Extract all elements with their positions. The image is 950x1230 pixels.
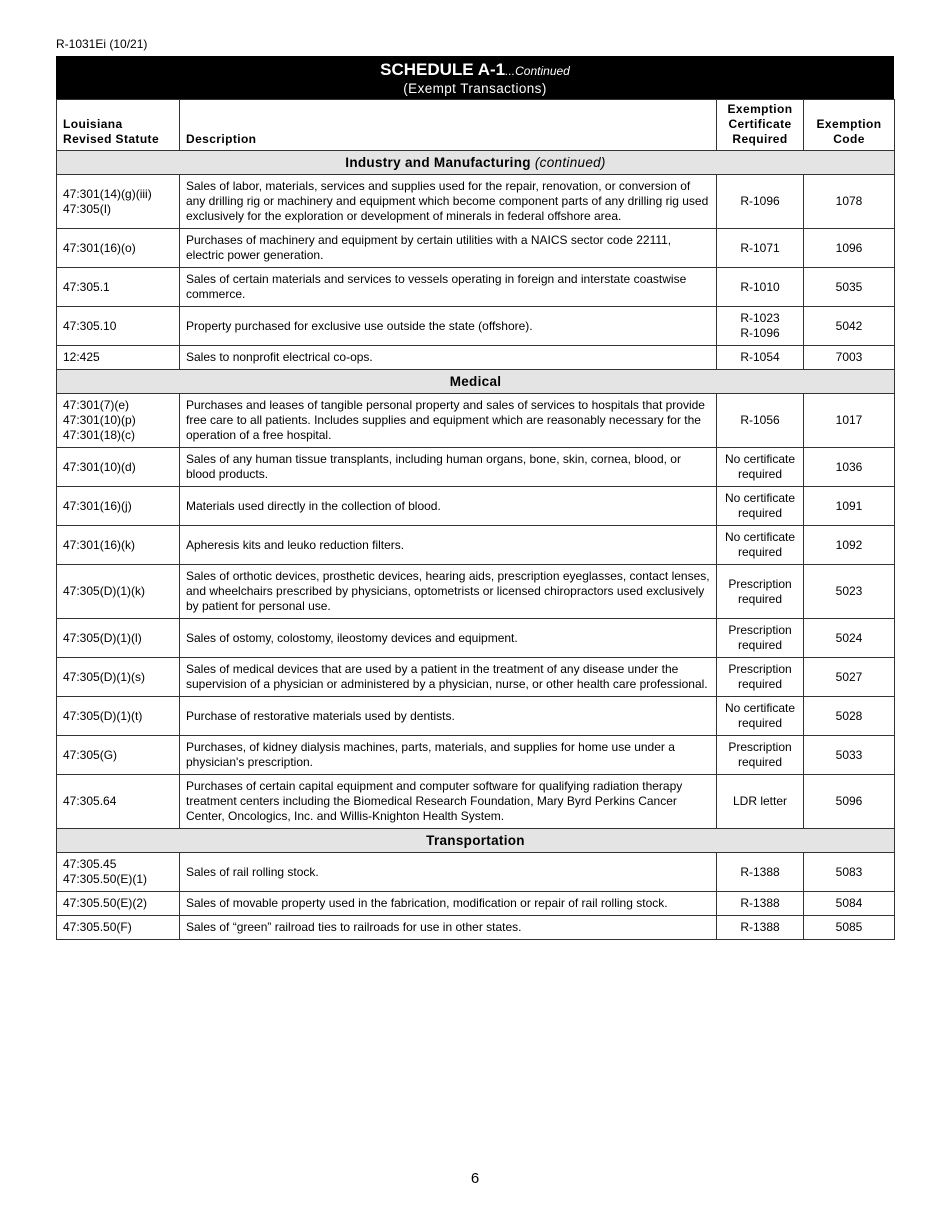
certificate-line: required [737,638,783,652]
section-title-cell [57,370,895,394]
certificate-line: No certificate [724,491,796,505]
statute-line: 47:301(16)(k) [63,537,136,552]
table-body [57,151,895,940]
certificate-line: required [737,755,783,769]
certificate-cell [717,619,804,658]
statute-cell [57,697,180,736]
certificate-line: required [737,677,783,691]
certificate-line: required [737,591,783,606]
certificate-cell [717,658,804,697]
table-row [57,775,895,829]
schedule-continued: ...Continued [505,64,570,78]
description-cell: Property purchased for exclusive use outside the state (offshore). [180,307,717,346]
description-cell: Sales of movable property used in the fabrication, modification or repair of rail rolling stock. [180,892,717,916]
certificate-line: R-1023 [740,311,780,325]
code-cell: 5035 [804,268,895,307]
statute-cell [57,565,180,619]
code-cell: 1078 [804,175,895,229]
table-row [57,268,895,307]
certificate-line: required [737,716,783,730]
section-title-cell [57,151,895,175]
table-row [57,346,895,370]
statute-line: 47:305.1 [63,279,110,294]
certificate-line: R-1388 [740,920,780,934]
table-row [57,916,895,940]
table-row [57,487,895,526]
statute-line: 47:305.50(E)(2) [63,896,148,910]
description-cell: Apheresis kits and leuko reduction filters. [180,526,717,565]
code-cell: 5027 [804,658,895,697]
code-cell: 1017 [804,394,895,448]
certificate-line: R-1071 [740,240,780,255]
description-cell: Materials used directly in the collection of blood. [180,487,717,526]
code-cell: 5096 [804,775,895,829]
certificate-line: R-1056 [740,413,780,427]
table-row [57,658,895,697]
schedule-subtitle: (Exempt Transactions) [403,81,547,96]
statute-cell [57,619,180,658]
code-cell: 1091 [804,487,895,526]
section-header [57,829,895,853]
schedule-banner [56,56,894,99]
code-cell: 1036 [804,448,895,487]
code-cell: 5085 [804,916,895,940]
certificate-line: R-1096 [740,194,780,208]
statute-line: 47:305(D)(1)(k) [63,584,146,598]
description-cell: Sales of certain materials and services to vessels operating in foreign and interstate coastwise commerce. [180,268,717,307]
table-row [57,229,895,268]
certificate-cell [717,565,804,619]
certificate-line: R-1096 [740,326,780,340]
certificate-line: required [737,545,783,559]
description-cell: Purchases of certain capital equipment and computer software for qualifying radiation therapy treatment centers including the Biomedical Research Foundation, Mary Byrd Perkins Cancer Center, Oncologics, Inc. and Willis-Knighton Health System. [180,775,717,829]
code-cell: 5024 [804,619,895,658]
header-row [57,100,895,151]
certificate-line: No certificate [724,701,796,715]
section-header [57,370,895,394]
table-row [57,565,895,619]
statute-cell [57,853,180,892]
code-cell: 7003 [804,346,895,370]
statute-line: 47:301(16)(j) [63,498,132,513]
statute-cell [57,307,180,346]
certificate-cell [717,487,804,526]
statute-cell [57,526,180,565]
statute-line: 47:305.45 [63,857,117,871]
certificate-line: R-1388 [740,864,780,879]
description-cell: Sales of rail rolling stock. [180,853,717,892]
certificate-line: Prescription [728,623,792,637]
certificate-line: required [737,467,783,481]
statute-cell [57,346,180,370]
certificate-cell [717,916,804,940]
statute-line: 47:305.64 [63,794,117,808]
certificate-line: required [737,506,783,520]
statute-line: 47:305(I) [63,201,112,216]
description-cell: Purchases of machinery and equipment by certain utilities with a NAICS sector code 22111, electric power generation. [180,229,717,268]
statute-header: Louisiana Revised Statute [57,100,180,151]
certificate-line: No certificate [724,452,796,466]
statute-cell [57,658,180,697]
code-cell: 1096 [804,229,895,268]
code-cell: 5083 [804,853,895,892]
statute-line: 47:301(14)(g)(iii) [63,186,152,201]
certificate-cell [717,775,804,829]
description-cell: Sales of orthotic devices, prosthetic devices, hearing aids, prescription eyeglasses, contact lenses, and wheelchairs prescribed by physicians, optometrists or licensed chiropractors used exclusively by patient for personal use. [180,565,717,619]
table-row [57,892,895,916]
certificate-cell [717,448,804,487]
form-id: R-1031Ei (10/21) [56,37,148,51]
schedule-a1 [56,56,894,940]
certificate-cell [717,346,804,370]
table-row [57,307,895,346]
statute-line: 47:305.50(E)(1) [63,872,148,886]
description-cell: Purchases, of kidney dialysis machines, parts, materials, and supplies for home use under a physician's prescription. [180,736,717,775]
statute-cell [57,394,180,448]
statute-cell [57,736,180,775]
certificate-line: LDR letter [732,794,788,808]
statute-line: 47:301(16)(o) [63,240,136,255]
exemption-table [56,99,895,940]
description-cell: Sales of medical devices that are used by a patient in the treatment of any disease under the supervision of a physician or administered by a physician, nurse, or other health care professional. [180,658,717,697]
certificate-line: R-1054 [740,350,780,364]
certificate-line: Prescription [728,740,792,754]
description-cell: Sales to nonprofit electrical co-ops. [180,346,717,370]
certificate-header: Exemption Certificate Required [717,100,804,151]
table-row [57,394,895,448]
section-header [57,151,895,175]
certificate-cell [717,394,804,448]
statute-cell [57,775,180,829]
code-cell: 1092 [804,526,895,565]
statute-cell [57,487,180,526]
certificate-cell [717,175,804,229]
certificate-line: No certificate [724,530,796,544]
section-title: Transportation [426,833,525,848]
description-cell: Purchase of restorative materials used by dentists. [180,697,717,736]
table-row [57,175,895,229]
code-cell: 5084 [804,892,895,916]
certificate-cell [717,892,804,916]
section-title-cell [57,829,895,853]
statute-line: 47:305.50(F) [63,920,132,934]
certificate-cell [717,697,804,736]
table-row [57,619,895,658]
description-header: Description [180,100,717,151]
statute-cell [57,448,180,487]
certificate-cell [717,307,804,346]
certificate-line: R-1388 [740,896,780,910]
certificate-cell [717,736,804,775]
statute-line: 47:301(7)(e) [63,398,130,412]
certificate-cell [717,853,804,892]
code-cell: 5023 [804,565,895,619]
certificate-line: Prescription [728,576,792,591]
statute-line: 47:305(D)(1)(t) [63,708,143,723]
certificate-line: Prescription [728,662,792,676]
statute-line: 47:305.10 [63,318,117,333]
statute-cell [57,916,180,940]
statute-line: 47:305(D)(1)(s) [63,669,146,684]
table-row [57,448,895,487]
statute-line: 47:305(D)(1)(l) [63,630,142,645]
statute-line: 47:301(10)(d) [63,459,136,474]
table-row [57,697,895,736]
statute-line: 47:301(10)(p) [63,413,136,427]
statute-cell [57,268,180,307]
section-title: Medical [449,374,502,389]
certificate-cell [717,526,804,565]
code-header: Exemption Code [804,100,895,151]
section-suffix: (continued) [534,155,606,170]
certificate-cell [717,229,804,268]
code-cell: 5042 [804,307,895,346]
statute-cell [57,229,180,268]
description-cell: Purchases and leases of tangible personal property and sales of services to hospitals that provide free care to all patients. Includes supplies and equipment which are reasonably necessary for the operation of a free hospital. [180,394,717,448]
description-cell: Sales of “green” railroad ties to railroads for use in other states. [180,916,717,940]
code-cell: 5028 [804,697,895,736]
table-row [57,526,895,565]
statute-line: 47:301(18)(c) [63,428,136,442]
schedule-title: SCHEDULE A-1 [380,60,506,79]
description-cell: Sales of ostomy, colostomy, ileostomy devices and equipment. [180,619,717,658]
statute-cell [57,175,180,229]
code-cell: 5033 [804,736,895,775]
section-title: Industry and Manufacturing [345,155,531,170]
description-cell: Sales of labor, materials, services and supplies used for the repair, renovation, or conversion of any drilling rig or machinery and equipment which become component parts of any drilling rig used exclusively for the exploration or development of minerals in federal offshore area. [180,175,717,229]
page-number: 6 [470,1170,480,1187]
table-row [57,853,895,892]
description-cell: Sales of any human tissue transplants, including human organs, bone, skin, cornea, blood, or blood products. [180,448,717,487]
certificate-cell [717,268,804,307]
table-row [57,736,895,775]
statute-line: 47:305(G) [63,747,118,762]
certificate-line: R-1010 [740,279,780,294]
statute-cell [57,892,180,916]
statute-line: 12:425 [63,350,100,364]
